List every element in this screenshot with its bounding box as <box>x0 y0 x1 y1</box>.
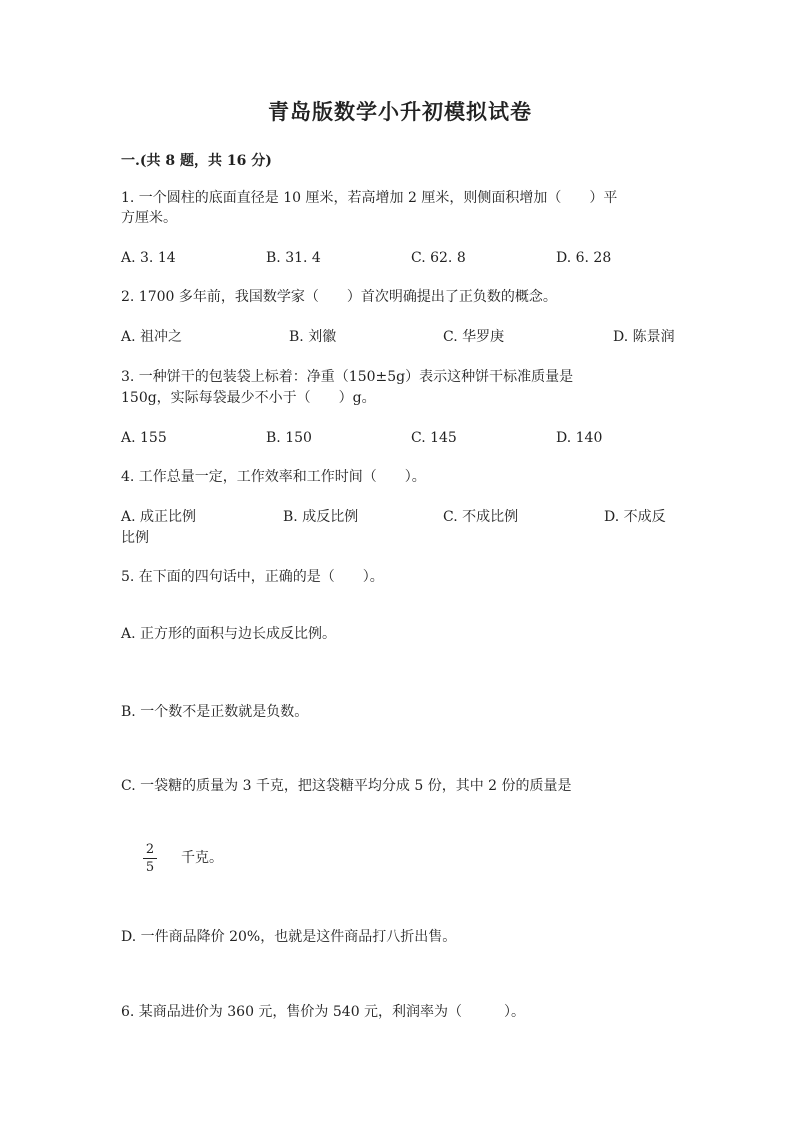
fraction-denominator: 5 <box>145 860 155 875</box>
question-3-option-c: C. 145 <box>411 430 457 446</box>
question-3-text-line2: 150g，实际每袋最少不小于（ ）g。 <box>121 390 376 406</box>
question-3-option-a: A. 155 <box>121 430 167 446</box>
fraction-numerator: 2 <box>145 842 155 857</box>
question-4-option-a: A. 成正比例 <box>121 509 197 525</box>
question-2-option-a: A. 祖冲之 <box>121 329 183 345</box>
question-1-text-line1: 1. 一个圆柱的底面直径是 10 厘米，若高增加 2 厘米，则侧面积增加（ ）平 <box>121 190 618 206</box>
question-3-option-b: B. 150 <box>266 430 312 446</box>
question-1-option-b: B. 31. 4 <box>266 250 321 266</box>
question-2-text: 2. 1700 多年前，我国数学家（ ）首次明确提出了正负数的概念。 <box>121 289 557 305</box>
question-5-text: 5. 在下面的四句话中，正确的是（ ）。 <box>121 569 384 585</box>
section-header: 一.(共 8 题，共 16 分) <box>121 153 272 169</box>
question-5-option-a: A. 正方形的面积与边长成反比例。 <box>121 626 337 642</box>
question-2-option-c: C. 华罗庚 <box>443 329 505 345</box>
question-1-text-line2: 方厘米。 <box>121 210 177 226</box>
fraction-bar <box>143 858 157 859</box>
question-3-option-d: D. 140 <box>556 430 603 446</box>
question-5-option-d: D. 一件商品降价 20%，也就是这件商品打八折出售。 <box>121 929 457 945</box>
question-4-option-d-wrap: 比例 <box>121 530 149 546</box>
question-1-option-a: A. 3. 14 <box>121 250 176 266</box>
question-1-option-c: C. 62. 8 <box>411 250 466 266</box>
question-4-option-d: D. 不成反 <box>604 509 666 525</box>
question-2-option-b: B. 刘徽 <box>289 329 337 345</box>
question-4-option-b: B. 成反比例 <box>283 509 359 525</box>
question-5-option-c: C. 一袋糖的质量为 3 千克，把这袋糖平均分成 5 份，其中 2 份的质量是 <box>121 778 572 794</box>
question-5-option-c-unit: 千克。 <box>181 850 223 866</box>
question-2-option-d: D. 陈景润 <box>613 329 675 345</box>
question-5-option-b: B. 一个数不是正数就是负数。 <box>121 704 309 720</box>
question-4-option-c: C. 不成比例 <box>443 509 519 525</box>
question-4-text: 4. 工作总量一定，工作效率和工作时间（ ）。 <box>121 469 426 485</box>
exam-title: 青岛版数学小升初模拟试卷 <box>268 99 532 124</box>
question-1-option-d: D. 6. 28 <box>556 250 612 266</box>
question-6-text: 6. 某商品进价为 360 元，售价为 540 元，利润率为（ ）。 <box>121 1004 526 1020</box>
question-3-text-line1: 3. 一种饼干的包装袋上标着：净重（150±5g）表示这种饼干标准质量是 <box>121 369 574 385</box>
fraction-two-fifths <box>143 842 157 875</box>
